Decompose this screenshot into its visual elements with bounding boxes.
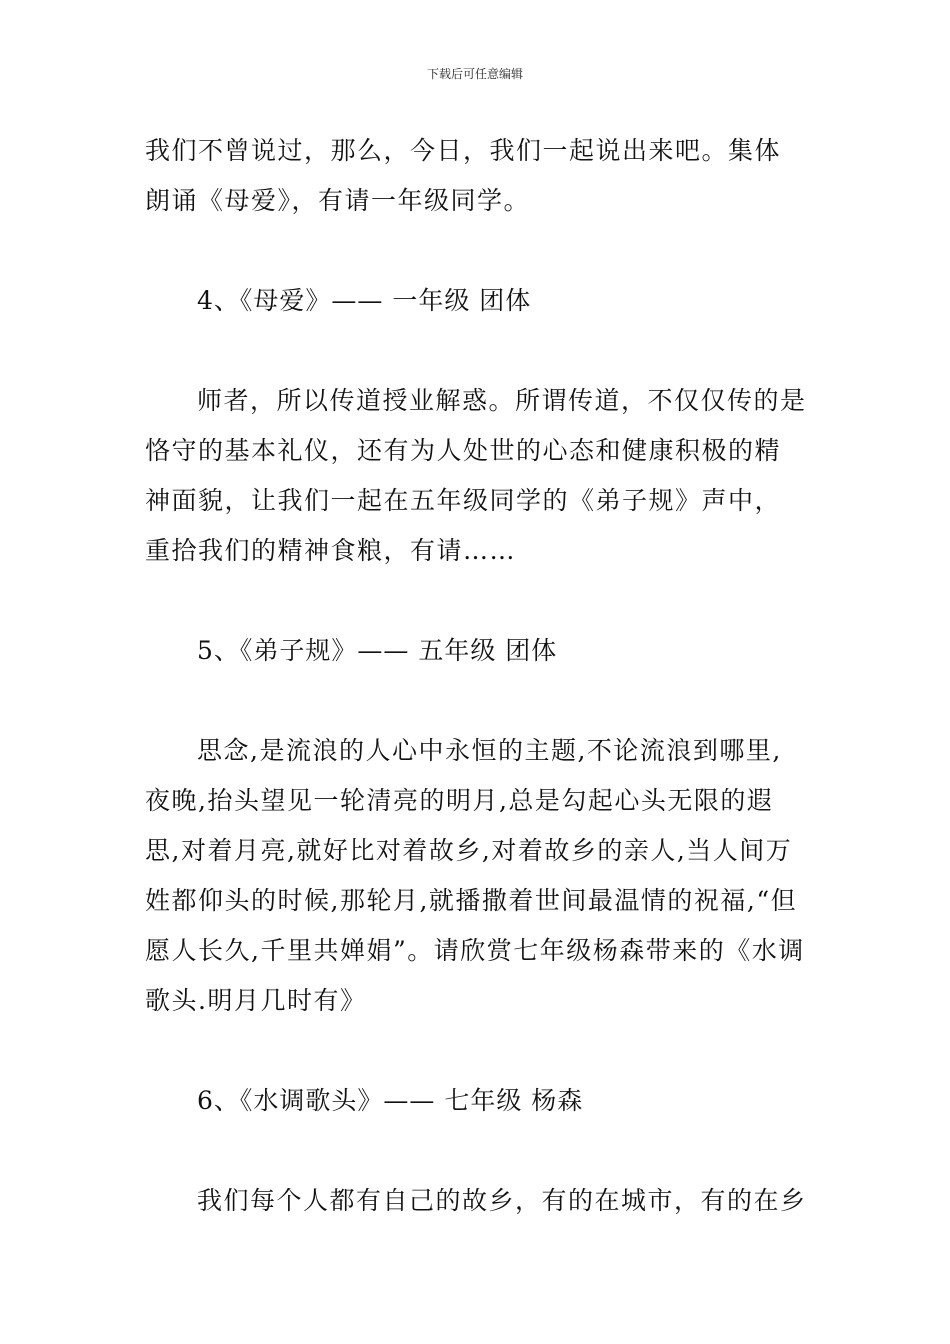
paragraph-intro-mother-love: 我们不曾说过，那么，今日，我们一起说出来吧。集体朗诵《母爱》，有请一年级同学。: [145, 136, 782, 215]
paragraph-gap: [145, 1026, 807, 1076]
paragraph-gap: [145, 326, 807, 376]
paragraph-gap: [145, 676, 807, 726]
program-item-5: 5、《弟子规》—— 五年级 团体: [197, 636, 558, 665]
document-body: [145, 126, 807, 1226]
program-item-6: 6、《水调歌头》—— 七年级 杨森: [197, 1086, 584, 1115]
paragraph-intro-dizigui: 师者，所以传道授业解惑。所谓传道，不仅仅传的是恪守的基本礼仪，还有为人处世的心态和健康积极的精神面貌，让我们一起在五年级同学的《弟子规》声中，重拾我们的精神食粮，有请……: [145, 386, 807, 565]
paragraph-gap: [145, 1126, 807, 1176]
program-item-4: 4、《母爱》—— 一年级 团体: [197, 286, 532, 315]
paragraph-gap: [145, 576, 807, 626]
page-header: 下载后可任意编辑: [426, 67, 523, 81]
paragraph-gap: [145, 226, 807, 276]
paragraph-intro-shuidiaogetou: 思念,是流浪的人心中永恒的主题,不论流浪到哪里,夜晚,抬头望见一轮清亮的明月,总是勾起心头无限的遐思,对着月亮,就好比对着故乡,对着故乡的亲人,当人间万姓都仰头的时候,那轮月,就播撒着世间最温情的祝福,“但愿人长久,千里共婵娟”。请欣赏七年级杨森带来的《水调歌头.明月几时有》: [145, 736, 805, 1015]
paragraph-intro-hometown: 我们每个人都有自己的故乡，有的在城市，有的在乡: [197, 1186, 807, 1215]
